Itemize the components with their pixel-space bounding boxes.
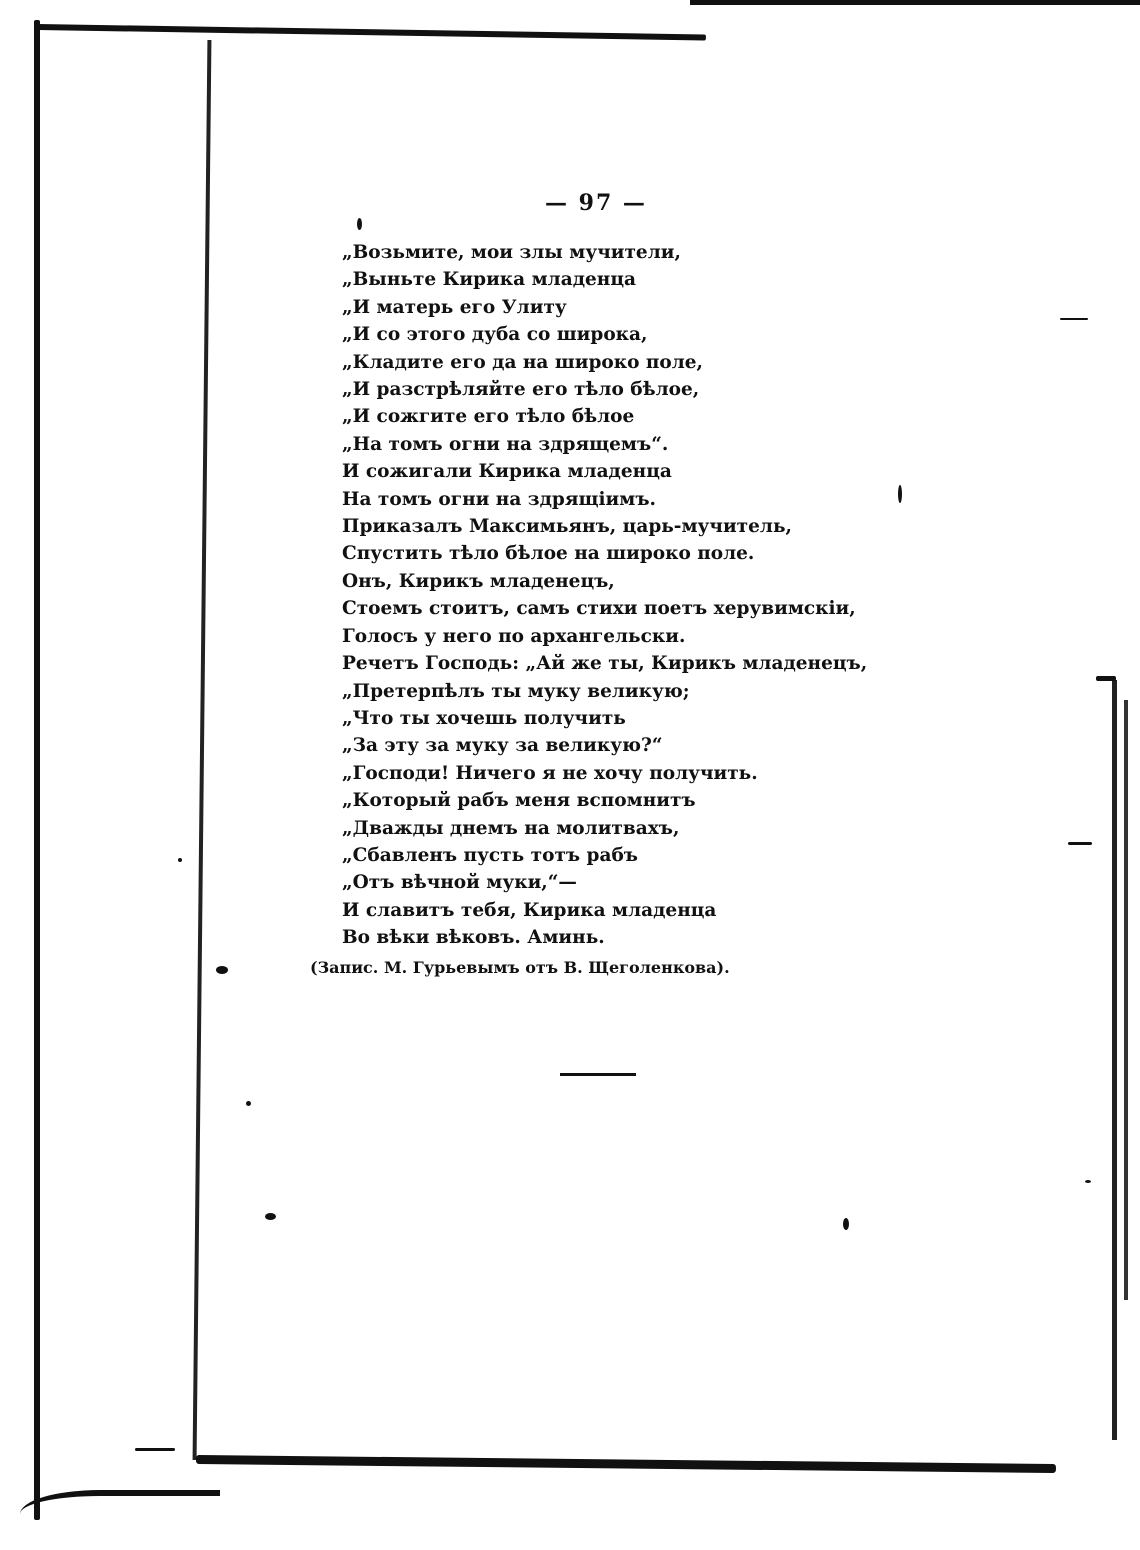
poem-line: Голосъ у него по архангельски. [342,625,686,647]
poem-line: „Господи! Ничего я не хочу получить. [342,762,758,784]
poem-line: „Претерпѣлъ ты муку великую; [342,680,690,702]
attribution-note: (Запис. М. Гурьевымъ отъ В. Щеголенкова). [310,958,730,977]
page-edge-bottom-left [20,1490,220,1550]
scan-speck [178,858,182,862]
scan-speck [265,1213,276,1220]
poem-line: „За эту за муку за великую?“ [342,735,663,757]
poem-text [342,239,867,952]
scan-speck [135,1448,175,1451]
scan-speck [898,485,902,503]
poem-line: Стоемъ стоитъ, самъ стихи поетъ херувимскіи, [342,598,856,620]
poem-line: „Кладите его да на широко поле, [342,351,703,373]
poem-line: Речетъ Господь: „Ай же ты, Кирикъ младенецъ, [342,653,868,675]
scan-speck [1096,676,1116,681]
poem-line: „Возьмите, мои злы мучители, [342,242,681,263]
page-edge-right-secondary [1124,700,1128,1300]
page-edge-left [34,20,40,1520]
poem-line: Во вѣки вѣковъ. Аминь. [342,927,605,949]
page-number: — 97 — [545,190,647,216]
poem-line: И сожигали Кирика младенца [342,461,672,483]
poem-line: „И разстрѣляйте его тѣло бѣлое, [342,379,700,401]
scan-speck [1085,1180,1091,1183]
page-edge-bottom [196,1455,1056,1473]
page-edge-inner-left [193,40,212,1460]
poem-line: „Выньте Кирика младенца [342,269,636,291]
poem-line: „Что ты хочешь получить [342,707,626,729]
poem-line: „Сбавленъ пусть тотъ рабъ [342,844,638,866]
poem-line: „И сожгите его тѣло бѣлое [342,406,635,428]
page-edge-right [1112,680,1117,1440]
poem-line: „И со этого дуба со широка, [342,324,648,346]
poem-line: „Дважды днемъ на молитвахъ, [342,817,680,839]
scan-speck [1060,318,1088,320]
scan-speck [357,218,362,230]
scan-speck [843,1218,849,1230]
end-rule-divider [560,1073,636,1076]
poem-line: „И матерь его Улиту [342,296,567,318]
scan-speck [246,1101,251,1106]
poem-line: „Который рабъ меня вспомнитъ [342,790,696,812]
poem-line: Спустить тѣло бѣлое на широко поле. [342,543,755,565]
poem-line: Приказалъ Максимьянъ, царь-мучитель, [342,516,792,538]
poem-line: „Отъ вѣчной муки,“— [342,872,577,894]
poem-line: „На томъ огни на здрящемъ“. [342,433,669,455]
poem-line: На томъ огни на здрящіимъ. [342,488,656,510]
page-edge-top-right [690,0,1140,5]
page-edge-top [36,24,706,41]
poem-line: Онъ, Кирикъ младенецъ, [342,570,615,592]
scan-speck [1068,842,1092,845]
poem-line: И славитъ тебя, Кирика младенца [342,899,717,921]
scan-speck [216,966,228,974]
